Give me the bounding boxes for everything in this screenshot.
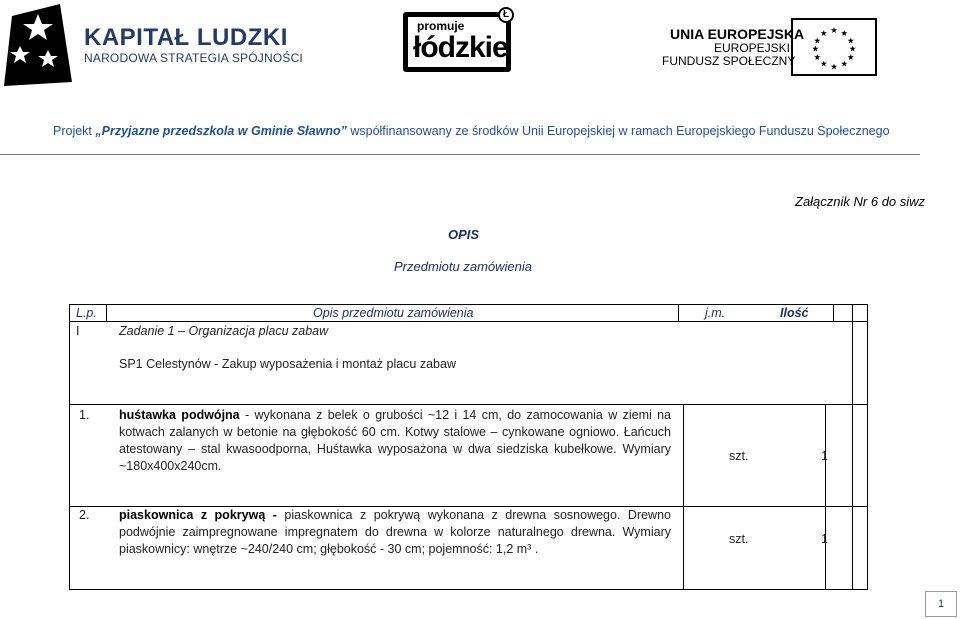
ue-line3: FUNDUSZ SPOŁECZNY [662, 54, 796, 68]
eu-flag-icon [791, 18, 877, 76]
svg-text:★: ★ [813, 52, 821, 63]
lodzkie-emblem-icon: Ł [498, 7, 514, 23]
page-title: OPIS [448, 227, 480, 242]
row-1-qty: 1 [821, 449, 828, 463]
svg-text:★: ★ [811, 43, 820, 54]
row-2-qty: 1 [821, 532, 828, 546]
page-subtitle: Przedmiotu zamówienia [394, 259, 533, 274]
svg-text:★: ★ [847, 52, 855, 63]
row-2-name: piaskownica z pokrywą - [119, 508, 277, 522]
promuje-text: promuje [417, 19, 465, 33]
svg-text:★: ★ [813, 35, 821, 46]
section-number: I [76, 324, 80, 338]
row-2-description [119, 507, 671, 558]
ue-line2: EUROPEJSKI [714, 41, 791, 55]
svg-text:★: ★ [847, 35, 855, 46]
project-suffix: współfinansowany ze środków Unii Europejskiej w ramach Europejskiego Funduszu Społecznego [350, 124, 890, 138]
svg-text:★: ★ [830, 61, 838, 72]
section-title: Zadanie 1 – Organizacja placu zabaw [119, 324, 329, 338]
row-1-name: huśtawka podwójna [119, 408, 240, 422]
row-2-text: piaskownica z pokrywą wykonana z drewna sosnowego. Drewno podwójnie zaimpregnowane impregnatem do drewna w kolorze naturalnego drewna. Wymiary piaskownicy: wnętrze ~240/240 cm; głębokość - 30 cm; pojemność: 1,2 m³ . [119, 508, 671, 556]
svg-text:★: ★ [840, 58, 848, 69]
ue-title: UNIA EUROPEJSKA [670, 26, 805, 42]
kapital-ludzki-title: KAPITAŁ LUDZKI [84, 24, 288, 51]
kapital-ludzki-logo [2, 2, 74, 88]
header-divider [0, 154, 920, 155]
col-lp-header: L.p. [76, 306, 97, 320]
col-qty-header: Ilość [780, 306, 809, 320]
order-table [69, 304, 868, 590]
page-number: 1 [925, 591, 957, 617]
project-prefix: Projekt [53, 124, 92, 138]
svg-text:★: ★ [820, 58, 828, 69]
row-1-unit: szt. [729, 449, 749, 463]
attachment-label: Załącznik Nr 6 do siwz [795, 194, 926, 209]
lodzkie-text: łódzkie [413, 31, 508, 64]
svg-text:★: ★ [848, 43, 857, 54]
project-line [53, 124, 890, 138]
kapital-ludzki-subtitle: NARODOWA STRATEGIA SPÓJNOŚCI [84, 51, 303, 65]
svg-text:★: ★ [840, 27, 848, 38]
row-2-number: 2. [79, 508, 90, 522]
subsection-title: SP1 Celestynów - Zakup wyposażenia i montaż placu zabaw [119, 357, 456, 371]
svg-text:★: ★ [830, 25, 838, 36]
col-desc-header: Opis przedmiotu zamówienia [313, 306, 474, 320]
row-1-description [119, 407, 671, 475]
row-1-text: - wykonana z belek o grubości ~12 i 14 cm, do zamocowania w ziemi na kotwach zalanych w betonie na głębokość 60 cm. Kotwy stalowe – cynkowane ogniowo. Łańcuch atestowany – stal kwasoodporna, Huśtawka wyposażona w dwa siedziska kubełkowe. Wymiary ~180x400x240cm. [119, 408, 672, 473]
svg-text:★: ★ [820, 27, 828, 38]
col-unit-header: j.m. [705, 306, 726, 320]
project-title: „Przyjazne przedszkola w Gminie Sławno” [95, 124, 347, 138]
row-1-number: 1. [79, 408, 90, 422]
row-2-unit: szt. [729, 532, 749, 546]
